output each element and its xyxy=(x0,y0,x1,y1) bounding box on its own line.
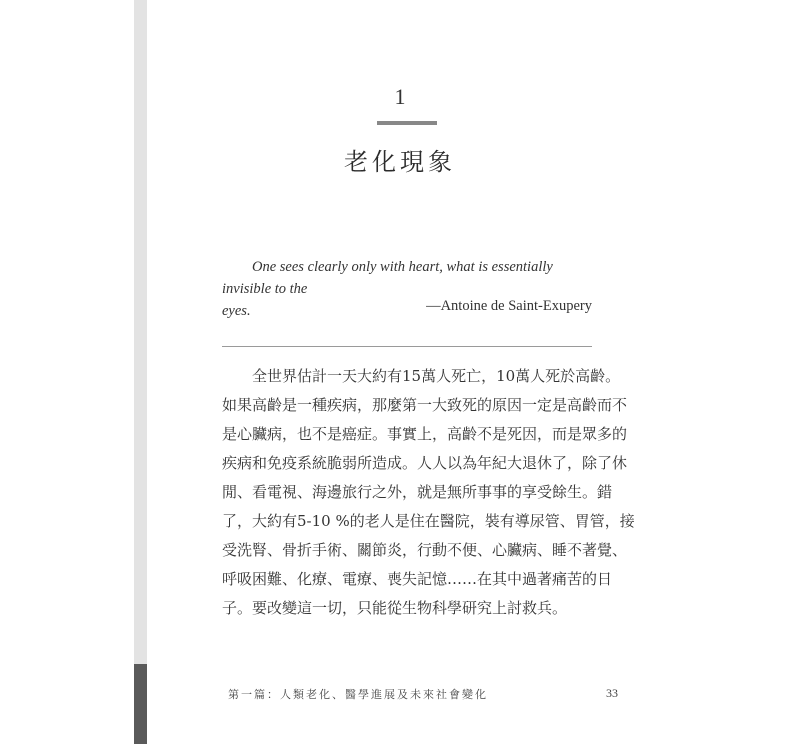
page-number: 33 xyxy=(606,686,618,700)
body-line: 了，大約有5-10 %的老人是住在醫院，裝有導尿管、胃管，接 xyxy=(222,512,635,530)
body-line: 疾病和免疫系統脆弱所造成。人人以為年紀大退休了，除了休 xyxy=(222,454,628,472)
body-line: 受洗腎、骨折手術、關節炎，行動不便、心臟病、睡不著覺、 xyxy=(222,541,628,559)
body-line: 是心臟病，也不是癌症。事實上，高齡不是死因，而是眾多的 xyxy=(222,425,628,443)
section-divider xyxy=(222,346,592,347)
body-line: 子。要改變這一切，只能從生物科學研究上討救兵。 xyxy=(222,599,568,617)
body-line: 閒、看電視、海邊旅行之外，就是無所事事的享受餘生。錯 xyxy=(222,483,613,501)
page-spine xyxy=(134,0,147,744)
body-line: 如果高齡是一種疾病，那麼第一大致死的原因一定是高齡而不 xyxy=(222,396,628,414)
epigraph-attribution: —Antoine de Saint-Exupery xyxy=(426,298,592,314)
body-paragraph xyxy=(222,362,635,623)
running-footer-title: 第一篇：人類老化、醫學進展及未來社會變化 xyxy=(228,688,488,701)
body-line: 全世界估計一天大約有15萬人死亡，10萬人死於高齡。 xyxy=(222,367,621,385)
chapter-number: 1 xyxy=(394,84,406,109)
body-line: 呼吸困難、化療、電療、喪失記憶……在其中過著痛苦的日 xyxy=(222,570,613,588)
page-spine-tab xyxy=(134,664,147,744)
chapter-divider xyxy=(377,121,437,125)
epigraph-line: One sees clearly only with heart, what is essentially invisible to the xyxy=(222,259,553,297)
epigraph-line: eyes. xyxy=(222,303,251,319)
chapter-title: 老化現象 xyxy=(344,148,456,176)
